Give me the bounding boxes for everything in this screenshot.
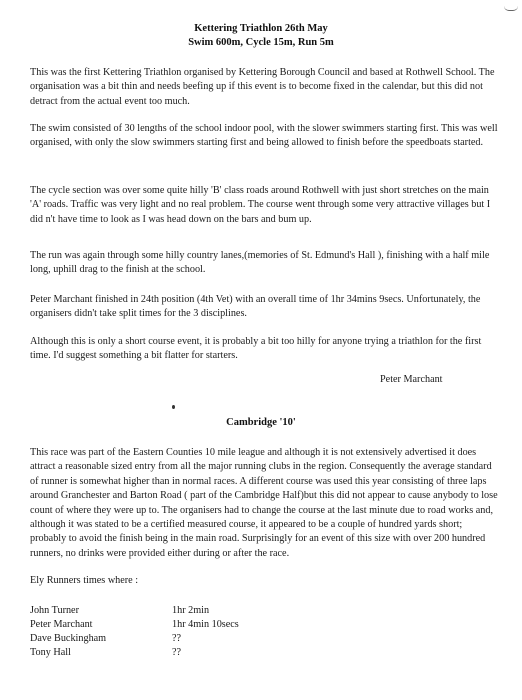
article2-paragraph: This race was part of the Eastern Counties 10 mile league and although it is not extensively advertised it does attract a reasonable sized entry from all the major running clubs in the region. Consequently the average standard of runner is somewhat higher than in normal races. A different course was used this year consisting of three laps around Granchester and Barton Road ( part of the Cambridge Half)but this did not appear to cause anybody to lose count of where they were up to. The organisers had to change the course at the last minute due to road works and, although it was stated to be a certified measured course, it appeared to be a couple of hundred yards short; probably to avoid the finish being in the main road. Surprisingly for an event of this size with over 200 hundred runners, no drinks were provided either during or after the race. [30, 447, 498, 559]
runner-time: ?? [172, 647, 182, 658]
runner-name: John Turner [30, 605, 79, 616]
runner-name: Peter Marchant [30, 619, 93, 630]
article1-author: Peter Marchant [380, 374, 443, 385]
runner-name: Tony Hall [30, 647, 71, 658]
runner-time: 1hr 2min [172, 605, 210, 616]
runner-time: 1hr 4min 10secs [172, 619, 239, 630]
article1-paragraph-2: The swim consisted of 30 lengths of the school indoor pool, with the slower swimmers starting first. This was well organised, with only the slow swimmers starting first and being allowed to finish before the speedboats started. [30, 123, 498, 149]
article1-title: Kettering Triathlon 26th May [194, 23, 328, 34]
article1-paragraph-1: This was the first Kettering Triathlon organised by Kettering Borough Council and based at Rothwell School. The organisation was a bit thin and needs beefing up if this event is to become fixed in the calendar, but this did not detract from the actual event too much. [30, 67, 495, 107]
runner-time: ?? [172, 633, 182, 644]
article2-title: Cambridge '10' [226, 417, 296, 428]
article1-paragraph-3: The cycle section was over some quite hilly 'B' class roads around Rothwell with just short stretches on the main 'A' roads. Traffic was very light and no real problem. The course went through some very attractive villages but I did n't have time to look as I was head down on the bars and bum up. [30, 185, 491, 225]
article1-subtitle: Swim 600m, Cycle 15m, Run 5m [188, 37, 334, 48]
article1-paragraph-5: Peter Marchant finished in 24th position (4th Vet) with an overall time of 1hr 34mins 9secs. Unfortunately, the organisers didn't take split times for the 3 disciplines. [30, 294, 481, 320]
results-heading: Ely Runners times where : [30, 575, 139, 586]
article1-paragraph-6: Although this is only a short course event, it is probably a bit too hilly for anyone trying a triathlon for the first time. I'd suggest something a bit flatter for starters. [30, 336, 482, 362]
runner-name: Dave Buckingham [30, 633, 107, 644]
scan-mark [504, 6, 518, 11]
scan-speck [172, 405, 175, 409]
article1-paragraph-4: The run was again through some hilly country lanes,(memories of St. Edmund's Hall ), finishing with a half mile long, uphill drag to the finish at the school. [30, 250, 490, 276]
